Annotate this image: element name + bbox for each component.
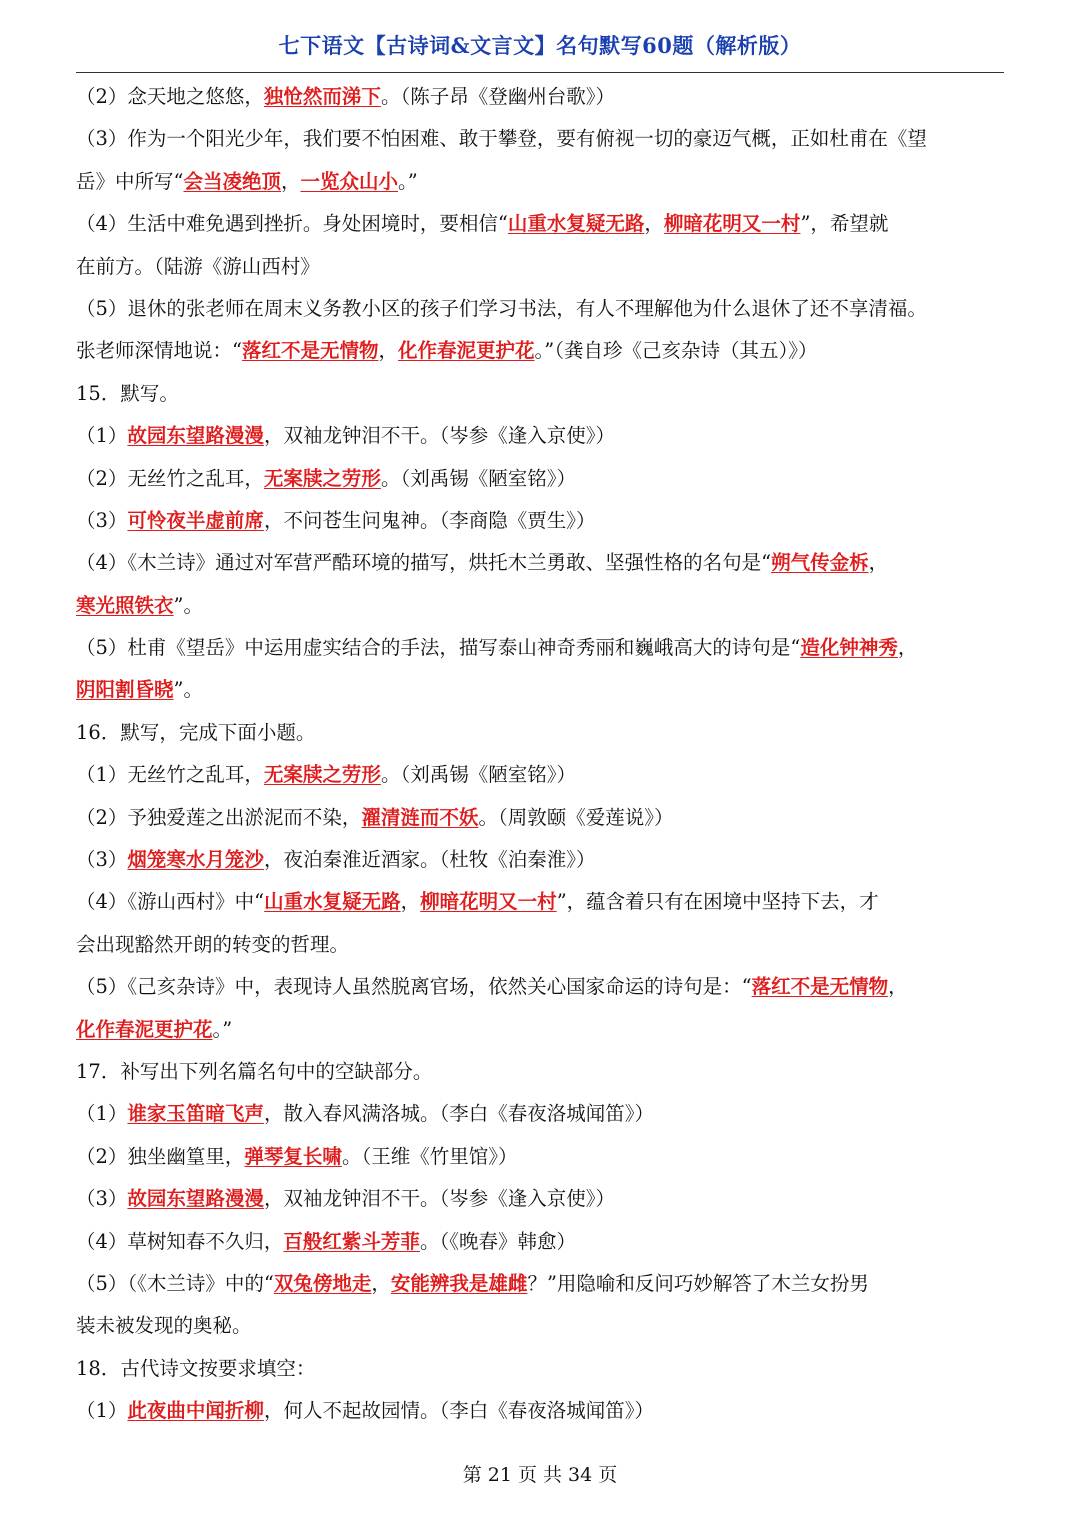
text-line [76, 924, 1006, 966]
line-text: （1）无丝竹之乱耳， [76, 763, 264, 787]
answer-text: 一览众山小 [300, 169, 399, 193]
answer-text: 寒光照铁衣 [76, 593, 174, 617]
line-text: ， [400, 890, 421, 914]
line-text: （2）予独爱莲之出淤泥而不染， [76, 805, 362, 829]
line-text: ，双袖龙钟泪不干。（岑参《逢入京使》） [263, 1187, 615, 1211]
text-line [76, 1390, 1006, 1432]
line-text: 。” [212, 1017, 233, 1041]
line-text: ，不问苍生问鬼神。（李商隐《贾生》） [263, 508, 596, 532]
answer-text: 山重水复疑无路 [507, 212, 645, 236]
text-line [76, 500, 1006, 542]
answer-text: 故园东望路漫漫 [127, 1187, 264, 1211]
answer-text: 此夜曲中闻折柳 [127, 1399, 264, 1423]
line-text: （3） [76, 508, 128, 532]
answer-text: 落红不是无情物 [751, 975, 889, 999]
text-line [76, 1093, 1006, 1135]
line-text: ， [371, 1271, 391, 1295]
answer-text: 濯清涟而不妖 [361, 805, 479, 829]
text-line [76, 1221, 1006, 1263]
line-text: 。（刘禹锡《陋室铭》） [380, 466, 576, 490]
line-text: （4）生活中难免遇到挫折。身处困境时，要相信“ [76, 212, 508, 236]
answer-text: 化作春泥更护花 [398, 339, 535, 363]
text-line [76, 1178, 1006, 1220]
line-text: 18．古代诗文按要求填空： [76, 1356, 316, 1380]
line-text: ，何人不起故园情。（李白《春夜洛城闻笛》） [263, 1399, 654, 1423]
answer-text: 山重水复疑无路 [264, 890, 401, 914]
answer-text: 落红不是无情物 [241, 339, 379, 363]
text-line [76, 712, 1006, 754]
line-text: （5）（《木兰诗》中的“ [76, 1271, 274, 1295]
text-line [76, 797, 1006, 839]
line-text: 在前方。（陆游《游山西村》 [76, 254, 320, 278]
line-text: ？”用隐喻和反问巧妙解答了木兰女扮男 [527, 1271, 869, 1295]
document-body [76, 76, 1006, 1433]
line-text: 。（王维《竹里馆》） [341, 1144, 518, 1168]
line-text: 装未被发现的奥秘。 [76, 1314, 252, 1338]
line-text: 。（刘禹锡《陋室铭》） [380, 763, 576, 787]
line-text: 。”（龚自珍《己亥杂诗（其五）》） [534, 339, 818, 363]
text-line [76, 76, 1006, 118]
line-text: ， [281, 169, 301, 193]
answer-text: 百般红紫斗芳菲 [283, 1229, 420, 1253]
line-text: ”，希望就 [800, 212, 889, 236]
text-line [76, 1305, 1006, 1347]
text-line [76, 161, 1006, 203]
answer-text: 独怆然而涕下 [263, 85, 381, 108]
text-line [76, 288, 1006, 330]
text-line [76, 754, 1006, 796]
line-text: （3）作为一个阳光少年，我们要不怕困难、敢于攀登，要有俯视一切的豪迈气概，正如杜甫在《望 [76, 127, 927, 151]
text-line [76, 542, 1006, 584]
line-text: ，双袖龙钟泪不干。（岑参《逢入京使》） [263, 424, 615, 448]
answer-text: 谁家玉笛暗飞声 [127, 1102, 264, 1126]
answer-text: 烟笼寒水月笼沙 [127, 848, 264, 872]
text-line [76, 458, 1006, 500]
text-line [76, 1136, 1006, 1178]
answer-text: 弹琴复长啸 [244, 1144, 342, 1168]
text-line [76, 203, 1006, 245]
answer-text: 可怜夜半虚前席 [127, 508, 264, 532]
text-line [76, 839, 1006, 881]
text-line [76, 966, 1006, 1008]
text-line [76, 881, 1006, 923]
line-text: ，夜泊秦淮近酒家。（杜牧《泊秦淮》） [263, 848, 596, 872]
line-text: ， [378, 339, 399, 363]
line-text: （4）草树知春不久归， [76, 1229, 284, 1253]
line-text: ， [897, 636, 918, 660]
line-text: 会出现豁然开朗的转变的哲理。 [76, 932, 350, 956]
answer-text: 化作春泥更护花 [76, 1017, 213, 1041]
answer-text: 故园东望路漫漫 [127, 424, 264, 448]
line-text: （2）独坐幽篁里， [76, 1144, 245, 1168]
answer-text: 会当凌绝顶 [183, 169, 281, 193]
line-text: 。（《晚春》韩愈） [419, 1229, 576, 1253]
text-line [76, 415, 1006, 457]
line-text: （4）《木兰诗》通过对军营严酷环境的描写，烘托木兰勇敢、坚强性格的名句是“ [76, 551, 772, 575]
text-line [76, 627, 1006, 669]
header-divider [76, 72, 1004, 73]
line-text: （5）杜甫《望岳》中运用虚实结合的手法，描写泰山神奇秀丽和巍峨高大的诗句是“ [76, 636, 801, 660]
text-line [76, 1263, 1006, 1305]
line-text: （5）退休的张老师在周末义务教小区的孩子们学习书法，有人不理解他为什么退休了还不享清福。 [76, 296, 927, 320]
line-text: （1） [76, 1102, 128, 1126]
page-footer: 第 21 页 共 34 页 [462, 1464, 618, 1486]
text-line [76, 373, 1006, 415]
answer-text: 柳暗花明又一村 [663, 212, 801, 236]
line-text: （3） [76, 848, 128, 872]
line-text: 。（陈子昂《登幽州台歌》） [380, 85, 615, 108]
line-text: 岳》中所写“ [76, 169, 184, 193]
answer-text: 朔气传金柝 [771, 551, 869, 575]
text-line [76, 1009, 1006, 1051]
answer-text: 无案牍之劳形 [263, 763, 381, 787]
line-text: ， [644, 212, 664, 236]
answer-text: 阴阳割昏晓 [76, 678, 174, 702]
line-text: 17．补写出下列名篇名句中的空缺部分。 [76, 1059, 433, 1083]
line-text: ， [868, 551, 889, 575]
answer-text: 双兔傍地走 [273, 1271, 372, 1295]
text-line [76, 1051, 1006, 1093]
line-text: （4）《游山西村》中“ [76, 890, 265, 914]
line-text: ”，蕴含着只有在困境中坚持下去，才 [556, 890, 879, 914]
text-line [76, 118, 1006, 160]
text-line [76, 1348, 1006, 1390]
answer-text: 柳暗花明又一村 [420, 890, 557, 914]
line-text: 。” [398, 169, 418, 193]
text-line [76, 246, 1006, 288]
line-text: ”。 [173, 678, 203, 702]
text-line [76, 585, 1006, 627]
text-line [76, 330, 1006, 372]
line-text: （2）念天地之悠悠， [76, 85, 264, 108]
line-text: 15．默写。 [76, 381, 179, 405]
page-title: 七下语文【古诗词&文言文】名句默写60题（解析版） [278, 33, 802, 58]
line-text: 张老师深情地说：“ [76, 339, 242, 363]
line-text: （5）《己亥杂诗》中，表现诗人虽然脱离官场，依然关心国家命运的诗句是：“ [76, 975, 752, 999]
answer-text: 无案牍之劳形 [263, 466, 381, 490]
line-text: （1） [76, 1399, 128, 1423]
line-text: 16．默写，完成下面小题。 [76, 720, 316, 744]
line-text: （1） [76, 424, 128, 448]
text-line [76, 669, 1006, 711]
line-text: ， [888, 975, 908, 999]
line-text: （3） [76, 1187, 128, 1211]
line-text: ，散入春风满洛城。（李白《春夜洛城闻笛》） [263, 1102, 654, 1126]
line-text: ”。 [173, 593, 203, 617]
line-text: （2）无丝竹之乱耳， [76, 466, 264, 490]
line-text: 。（周敦颐《爱莲说》） [478, 805, 674, 829]
answer-text: 造化钟神秀 [800, 636, 898, 660]
answer-text: 安能辨我是雄雌 [390, 1271, 528, 1295]
